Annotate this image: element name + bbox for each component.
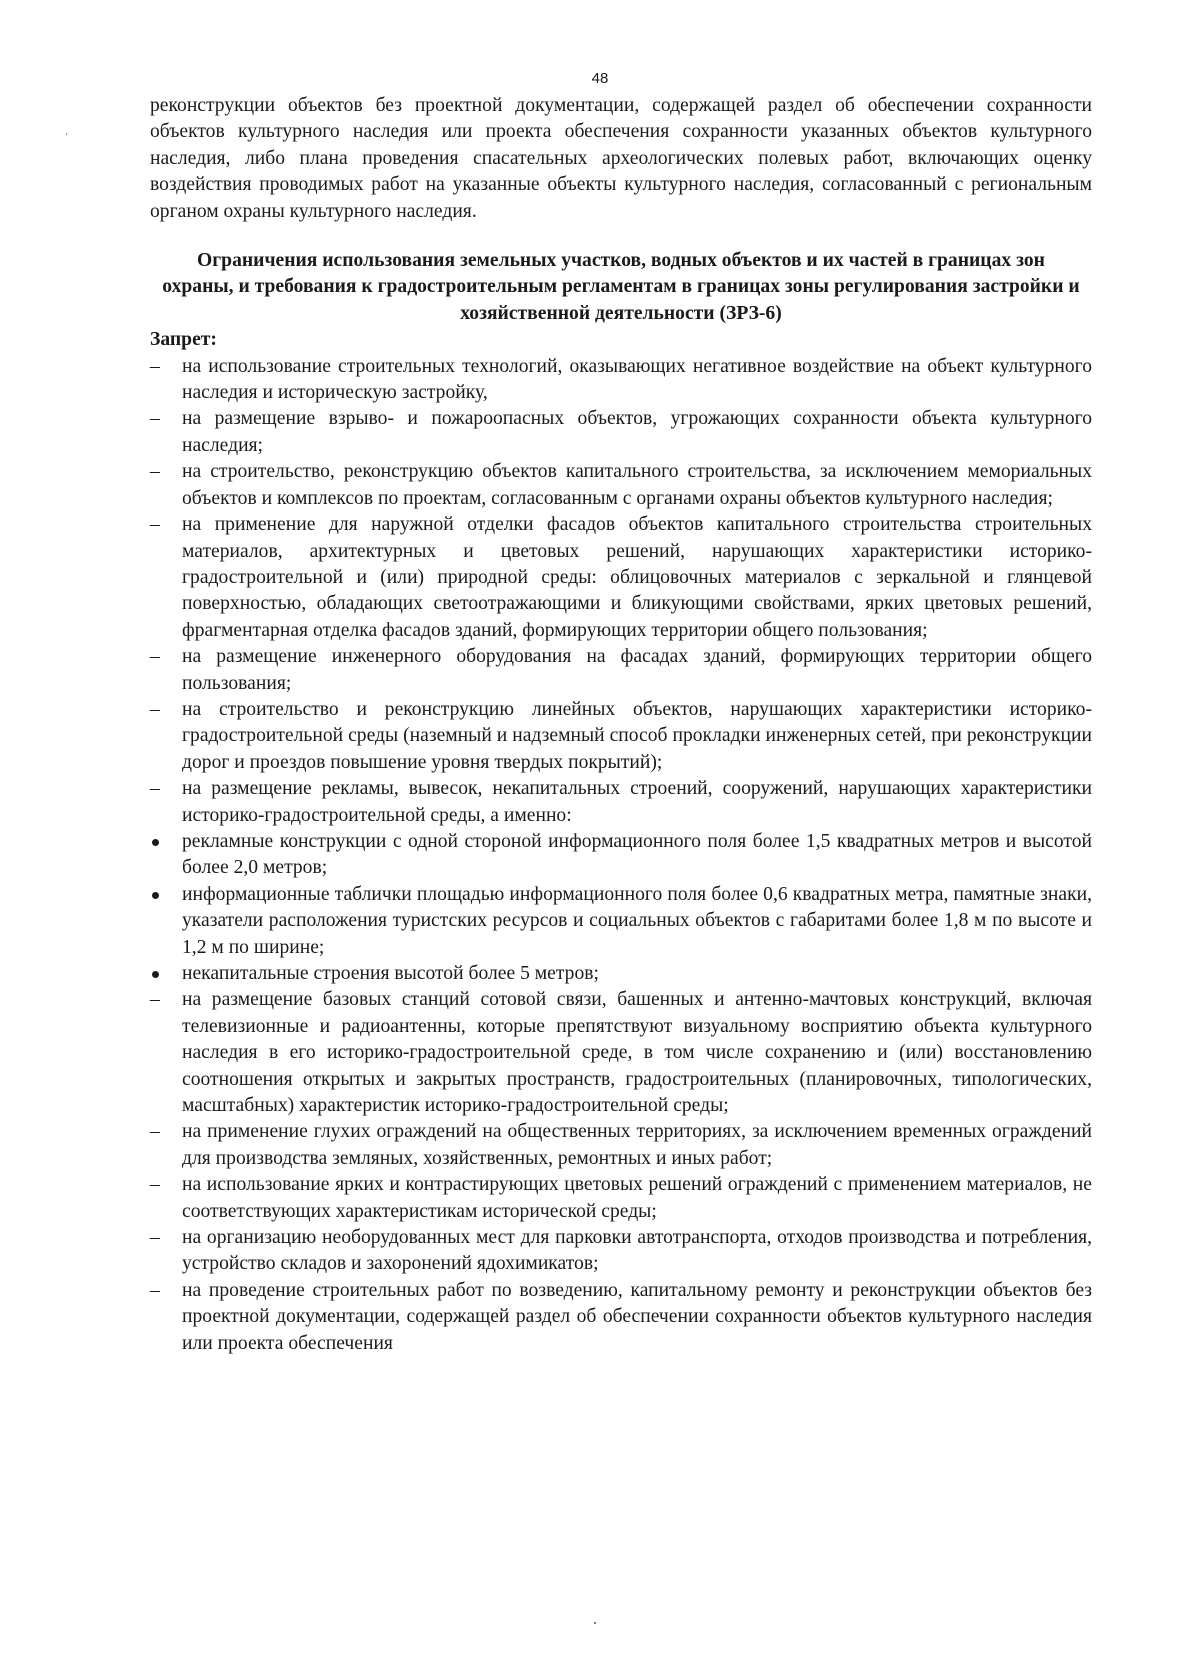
dash-list-item: [150, 1278, 1092, 1357]
scan-speck: [66, 133, 67, 135]
dash-list-item: [150, 1119, 1092, 1172]
list-item-text: информационные таблички площадью информационного поля более 0,6 квадратных метра, памятные знаки, указатели расположения туристских ресурсов и социальных объектов с габаритами более 1,8 м по высоте и 1,2 м по ширине;: [182, 883, 1092, 958]
list-item-text: некапитальные строения высотой более 5 метров;: [182, 963, 599, 984]
dash-list-item: [150, 406, 1092, 459]
dash-list-item: [150, 354, 1092, 407]
dash-marker: –: [150, 1227, 160, 1249]
dash-marker: –: [150, 698, 160, 720]
list-item-text: на размещение инженерного оборудования на фасадах зданий, формирующих территории общего пользования;: [182, 646, 1092, 694]
dash-marker: –: [150, 355, 160, 377]
dash-list-item: [150, 1225, 1092, 1278]
list-item-text: на применение глухих ограждений на общественных территориях, за исключением временных ограждений для производства земляных, хозяйственных, ремонтных и иных работ;: [182, 1121, 1092, 1169]
list-item-text: рекламные конструкции с одной стороной информационного поля более 1,5 квадратных метров и высотой более 2,0 метров;: [182, 830, 1092, 879]
list-item-text: на размещение взрыво- и пожароопасных объектов, угрожающих сохранности объекта культурного наследия;: [182, 408, 1092, 456]
list-item-text: на организацию необорудованных мест для парковки автотранспорта, отходов производства и потребления, устройство складов и захоронений ядохимикатов;: [182, 1227, 1092, 1275]
prohibition-label: Запрет:: [150, 329, 217, 351]
list-item-text: на проведение строительных работ по возведению, капитальному ремонту и реконструкции объектов без проектной документации, содержащей раздел об обеспечении сохранности объектов культурного наследия или проекта обеспечения: [182, 1279, 1092, 1354]
scan-speck: [594, 1622, 596, 1624]
dash-marker: –: [150, 461, 160, 483]
bullet-list-item: [150, 882, 1092, 961]
list-item-text: на использование строительных технологий, оказывающих негативное воздействие на объект культурного наследия и историческую застройку,: [182, 355, 1092, 404]
list-item-text: на размещение базовых станций сотовой связи, башенных и антенно-мачтовых конструкций, включая телевизионные и радиоантенны, которые препятствуют визуальному восприятию объекта культурного наследия в его историко-градостроительной среде, в том числе сохранению и (или) восстановлению соотношения открытых и закрытых пространств, градостроительных (планировочных, типологических, масштабных) характеристик историко-градостроительной среды;: [182, 989, 1092, 1117]
dash-marker: –: [150, 989, 160, 1011]
prohibition-list: [150, 354, 1092, 1357]
list-item-text: на размещение рекламы, вывесок, некапитальных строений, сооружений, нарушающих характеристики историко-градостроительной среды, а именно:: [182, 778, 1092, 826]
dash-list-item: [150, 644, 1092, 697]
intro-paragraph: реконструкции объектов без проектной документации, содержащей раздел об обеспечении сохранности объектов культурного наследия или проекта обеспечения сохранности указанных объектов культурного наследия, либо плана проведения спасательных археологических полевых работ, включающих оценку воздействия проводимых работ на указанные объекты культурного наследия, согласованный с региональным органом охраны культурного наследия.: [150, 95, 1092, 222]
dash-marker: –: [150, 646, 160, 668]
dash-list-item: [150, 987, 1092, 1119]
bullet-dot-icon: [152, 892, 159, 899]
dash-marker: –: [150, 514, 160, 536]
bullet-list-item: [150, 829, 1092, 882]
list-item-text: на строительство, реконструкцию объектов капитального строительства, за исключением мемориальных объектов и комплексов по проектам, согласованным с органами охраны объектов культурного наследия;: [182, 461, 1092, 509]
bullet-dot-icon: [152, 839, 159, 846]
dash-list-item: [150, 776, 1092, 829]
dash-marker: –: [150, 408, 160, 430]
section-heading: Ограничения использования земельных участков, водных объектов и их частей в границах зон охраны, и требования к градостроительным регламентам в границах зоны регулирования застройки и хозяйственной деятельности (ЗРЗ-6): [162, 250, 1080, 324]
dash-marker: –: [150, 1279, 160, 1301]
dash-list-item: [150, 459, 1092, 512]
list-item-text: на строительство и реконструкцию линейных объектов, нарушающих характеристики историко-градостроительной среды (наземный и надземный способ прокладки инженерных сетей, при реконструкции дорог и проездов повышение уровня твердых покрытий);: [182, 698, 1092, 773]
page-content: [150, 93, 1092, 1357]
dash-list-item: [150, 697, 1092, 776]
page-number: 48: [591, 70, 609, 87]
dash-list-item: [150, 1172, 1092, 1225]
bullet-list-item: [150, 961, 1092, 987]
dash-marker: –: [150, 1121, 160, 1143]
list-item-text: на применение для наружной отделки фасадов объектов капитального строительства строительных материалов, архитектурных и цветовых решений, нарушающих характеристики историко-градостроительной и (или) природной среды: облицовочных материалов с зеркальной и глянцевой поверхностью, обладающих светоотражающими и бликующими свойствами, ярких цветовых решений, фрагментарная отделка фасадов зданий, формирующих территории общего пользования;: [182, 514, 1092, 641]
list-item-text: на использование ярких и контрастирующих цветовых решений ограждений с применением материалов, не соответствующих характеристикам исторической среды;: [182, 1174, 1092, 1222]
dash-marker: –: [150, 778, 160, 800]
dash-marker: –: [150, 1174, 160, 1196]
bullet-dot-icon: [152, 971, 159, 978]
dash-list-item: [150, 512, 1092, 644]
